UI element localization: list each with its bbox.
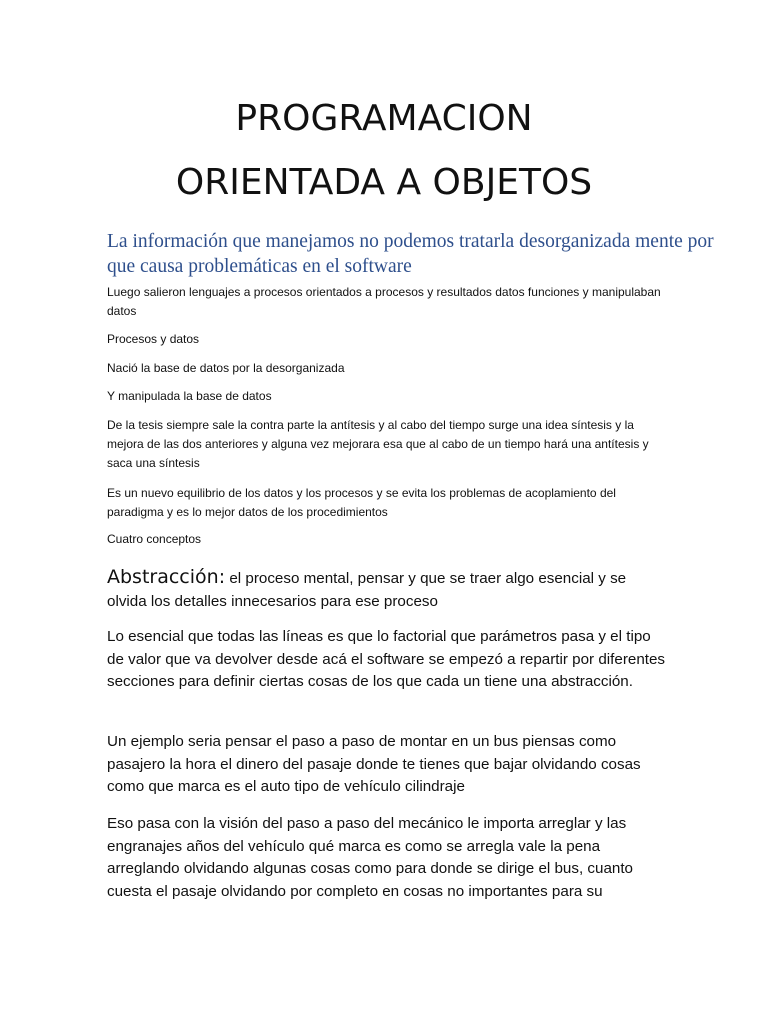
paragraph-tesis: De la tesis siempre sale la contra parte la antítesis y al cabo del tiempo surge una idea síntesis y la mejora de las dos anteriores y alguna vez mejorara esa que al cabo de un tiempo hará una antítesis y saca una síntesis xyxy=(107,418,649,470)
document-title-line2: ORIENTADA A OBJETOS xyxy=(175,162,593,203)
paragraph-abstraccion xyxy=(107,566,667,613)
paragraph-equilibrio: Es un nuevo equilibrio de los datos y los procesos y se evita los problemas de acoplamiento del paradigma y es lo mejor datos de los procedimientos xyxy=(107,486,616,519)
paragraph-manipulada: Y manipulada la base de datos xyxy=(107,389,272,403)
paragraph-mecanico: Eso pasa con la visión del paso a paso del mecánico le importa arreglar y las engranajes años del vehículo qué marca es como se arregla vale la pena arreglando olvidando algunas cosas como para donde se dirige el bus, cuanto cuesta el pasaje olvidando por completo en cosas no importantes para su xyxy=(107,815,634,900)
paragraph-lenguajes: Luego salieron lenguajes a procesos orientados a procesos y resultados datos funciones y manipulaban datos xyxy=(107,285,661,318)
paragraph-cuatro-conceptos: Cuatro conceptos xyxy=(107,532,202,546)
document-subtitle: La información que manejamos no podemos tratarla desorganizada mente por que causa problemáticas en el software xyxy=(107,231,714,277)
document-title-line1: PROGRAMACION xyxy=(235,98,533,139)
paragraph-ejemplo-bus: Un ejemplo seria pensar el paso a paso de montar en un bus piensas como pasajero la hora el dinero del pasaje donde te tienes que bajar olvidando cosas como que marca es el auto tipo de vehículo cilindraje xyxy=(107,733,641,795)
paragraph-base-datos: Nació la base de datos por la desorganizada xyxy=(107,361,345,375)
abstraccion-definition: el proceso mental, pensar y que se traer algo esencial y se olvida los detalles innecesarios para ese proceso xyxy=(107,570,627,610)
paragraph-lo-esencial: Lo esencial que todas las líneas es que lo factorial que parámetros pasa y el tipo de valor que va devolver desde acá el software se empezó a repartir por diferentes secciones para definir ciertas cosas de los que cada un tiene una abstracción. xyxy=(107,628,666,690)
paragraph-procesos-datos: Procesos y datos xyxy=(107,332,200,346)
abstraccion-heading: Abstracción: xyxy=(107,566,226,588)
